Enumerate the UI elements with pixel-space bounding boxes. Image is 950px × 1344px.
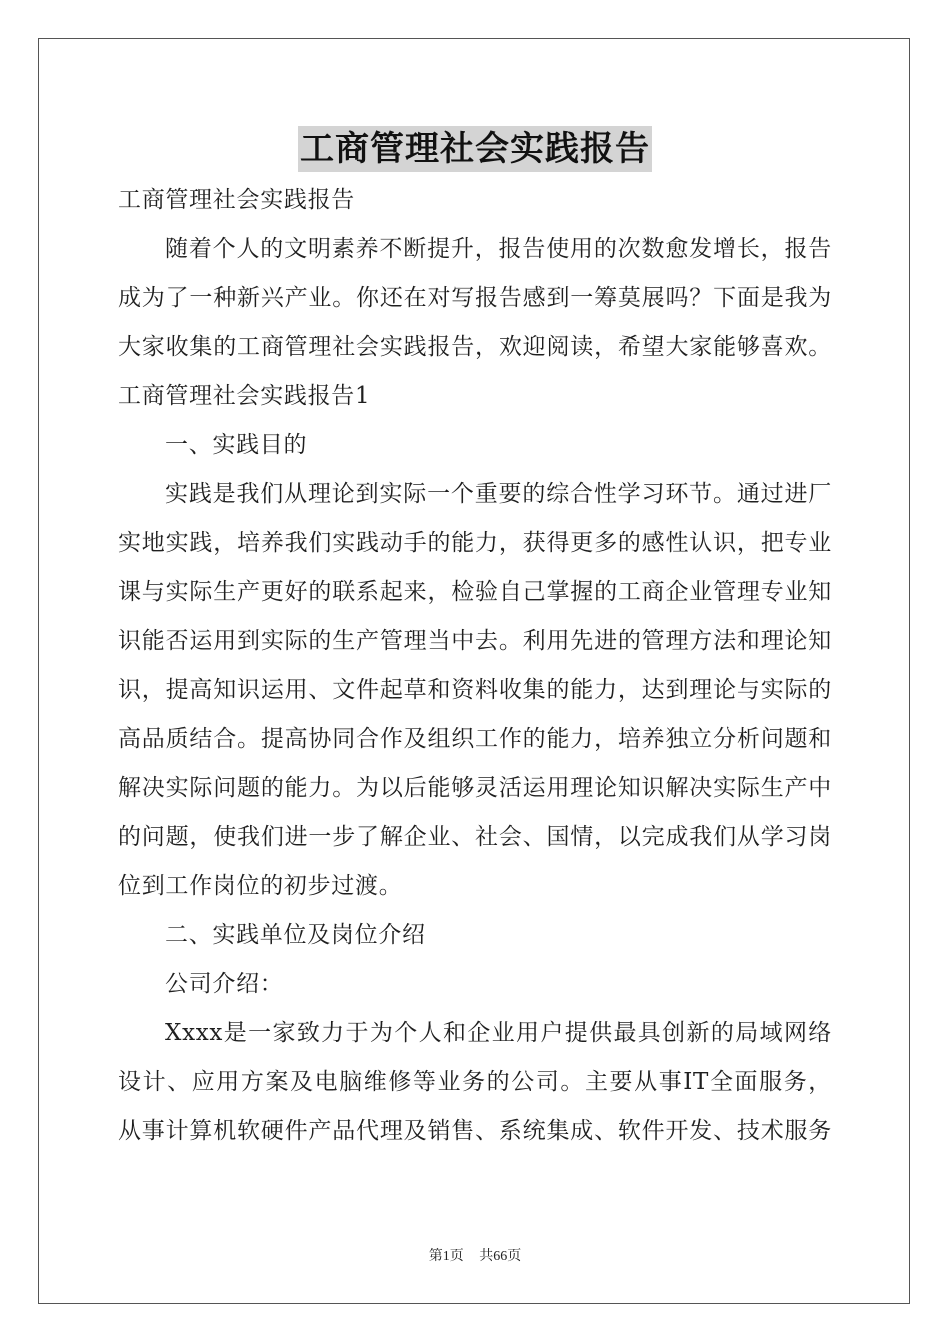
paragraph-line: 设计、应用方案及电脑维修等业务的公司。主要从事IT全面服务， bbox=[118, 1069, 832, 1095]
paragraph-line: 随着个人的文明素养不断提升，报告使用的次数愈发增长，报告 bbox=[165, 236, 832, 262]
section-heading: 二、实践单位及岗位介绍 bbox=[165, 922, 426, 948]
paragraph-line: 的问题，使我们进一步了解企业、社会、国情，以完成我们从学习岗 bbox=[118, 824, 832, 850]
section-heading: 一、实践目的 bbox=[165, 432, 308, 458]
paragraph-line: 成为了一种新兴产业。你还在对写报告感到一筹莫展吗？下面是我为 bbox=[118, 285, 832, 311]
paragraph-line: 实践是我们从理论到实际一个重要的综合性学习环节。通过进厂 bbox=[165, 481, 832, 507]
section-heading: 工商管理社会实践报告1 bbox=[118, 383, 371, 409]
paragraph-line: 工商管理社会实践报告 bbox=[118, 187, 355, 213]
document-body bbox=[118, 176, 832, 1156]
total-pages: 共66页 bbox=[479, 1249, 522, 1264]
paragraph-line: 高品质结合。提高协同合作及组织工作的能力，培养独立分析问题和 bbox=[118, 726, 832, 752]
page-footer bbox=[0, 1245, 950, 1265]
paragraph-line: 位到工作岗位的初步过渡。 bbox=[118, 873, 403, 899]
paragraph-line: Xxxx是一家致力于为个人和企业用户提供最具创新的局域网络 bbox=[165, 1020, 832, 1046]
paragraph-line: 课与实际生产更好的联系起来，检验自己掌握的工商企业管理专业知 bbox=[118, 579, 832, 605]
paragraph-line: 识，提高知识运用、文件起草和资料收集的能力，达到理论与实际的 bbox=[118, 677, 832, 703]
paragraph-line: 实地实践，培养我们实践动手的能力，获得更多的感性认识，把专业 bbox=[118, 530, 832, 556]
title-container bbox=[0, 126, 950, 172]
page-number: 第1页 bbox=[428, 1249, 464, 1264]
paragraph-line: 大家收集的工商管理社会实践报告，欢迎阅读，希望大家能够喜欢。 bbox=[118, 334, 832, 360]
paragraph-line: 识能否运用到实际的生产管理当中去。利用先进的管理方法和理论知 bbox=[118, 628, 832, 654]
document-title: 工商管理社会实践报告 bbox=[298, 126, 652, 172]
paragraph-line: 从事计算机软硬件产品代理及销售、系统集成、软件开发、技术服务 bbox=[118, 1118, 832, 1144]
paragraph-line: 解决实际问题的能力。为以后能够灵活运用理论知识解决实际生产中 bbox=[118, 775, 832, 801]
subsection-heading: 公司介绍： bbox=[165, 971, 284, 997]
